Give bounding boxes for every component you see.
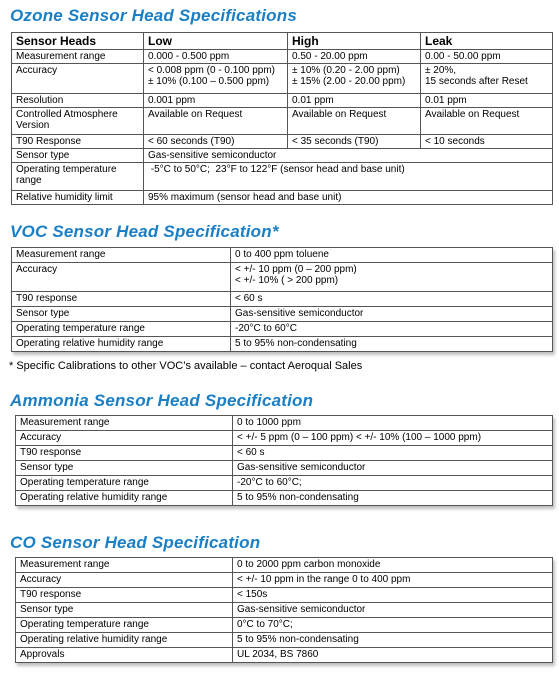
co-title: CO Sensor Head Specification [10,533,261,552]
cell-line: ± 15% (2.00 - 20.00 ppm) [292,76,406,87]
table-row [16,416,553,431]
table-row [16,461,553,476]
row-label: Measurement range [16,416,233,431]
row-label: T90 Response [12,135,144,149]
cell-value: 95% maximum (sensor head and base unit) [144,191,553,205]
cell-value: 5 to 95% non-condensating [233,633,553,648]
cell-line: Version [16,120,50,131]
cell-high: < 35 seconds (T90) [288,135,421,149]
cell-low: 0.000 - 0.500 ppm [144,50,288,64]
row-label: Accuracy [16,431,233,446]
row-label: T90 response [16,588,233,603]
ozone-title: Ozone Sensor Head Specifications [10,6,297,25]
cell-value: < +/- 5 ppm (0 – 100 ppm) < +/- 10% (100 – 1000 ppm) [233,431,553,446]
table-row [16,588,553,603]
header-low: Low [144,33,288,50]
cell-high: Available on Request [288,108,421,135]
cell-low: 0.001 ppm [144,94,288,108]
table-row [12,191,553,205]
cell-value: UL 2034, BS 7860 [233,648,553,663]
row-label: Measurement range [12,50,144,64]
cell-leak: Available on Request [421,108,553,135]
cell-line: ± 10% (0.20 - 2.00 ppm) [292,65,400,76]
row-label: Measurement range [12,248,231,263]
table-row [12,64,553,94]
voc-footnote: * Specific Calibrations to other VOC’s available – contact Aeroqual Sales [9,360,363,372]
cell-line: < +/- 10 ppm (0 – 200 ppm) [235,264,357,275]
cell-value: Gas-sensitive semiconductor [231,307,553,322]
row-label: Operating temperature range [12,322,231,337]
table-row [16,633,553,648]
row-label: Measurement range [16,558,233,573]
row-label: Operating relative humidity range [16,633,233,648]
table-row [12,263,553,292]
row-label: Accuracy [12,263,231,292]
cell-value [231,263,553,292]
cell-leak [421,64,553,94]
cell-value: 5 to 95% non-condensating [231,337,553,352]
row-label: T90 response [16,446,233,461]
cell-value: 0 to 400 ppm toluene [231,248,553,263]
cell-low [144,64,288,94]
header-sensor-heads: Sensor Heads [12,33,144,50]
row-label: Operating relative humidity range [12,337,231,352]
cell-value: 0 to 1000 ppm [233,416,553,431]
row-label: Sensor type [16,461,233,476]
ammonia-title: Ammonia Sensor Head Specification [10,391,314,410]
cell-high [288,64,421,94]
table-row [16,431,553,446]
cell-high: 0.01 ppm [288,94,421,108]
table-row [12,337,553,352]
row-label: T90 response [12,292,231,307]
cell-line: Operating temperature [16,164,117,175]
cell-leak: < 10 seconds [421,135,553,149]
table-row [16,648,553,663]
cell-leak: 0.01 ppm [421,94,553,108]
table-row [12,108,553,135]
cell-value: 0°C to 70°C; [233,618,553,633]
cell-line: ± 20%, [425,65,457,76]
table-row [12,322,553,337]
table-row [12,135,553,149]
cell-line: range [16,175,42,186]
cell-line: < 0.008 ppm (0 - 0.100 ppm) [148,65,276,76]
row-label: Accuracy [16,573,233,588]
row-label: Sensor type [12,307,231,322]
table-row [16,558,553,573]
cell-line: 15 seconds after Reset [425,76,528,87]
row-label: Operating temperature range [16,618,233,633]
table-row [12,149,553,163]
header-leak: Leak [421,33,553,50]
row-label: Operating relative humidity range [16,491,233,506]
cell-value: -20°C to 60°C; [233,476,553,491]
cell-line: Controlled Atmosphere [16,109,118,120]
co-spec-table [15,557,553,663]
row-label: Approvals [16,648,233,663]
row-label: Relative humidity limit [12,191,144,205]
ozone-spec-table [11,32,553,205]
table-row [12,292,553,307]
cell-value: 5 to 95% non-condensating [233,491,553,506]
row-label: Sensor type [16,603,233,618]
cell-value: -20°C to 60°C [231,322,553,337]
table-row [16,476,553,491]
cell-value: < 150s [233,588,553,603]
ammonia-spec-table [15,415,553,506]
table-row [12,248,553,263]
row-label: Sensor type [12,149,144,163]
table-row [16,446,553,461]
header-high: High [288,33,421,50]
cell-high: 0.50 - 20.00 ppm [288,50,421,64]
table-row [12,94,553,108]
cell-low: < 60 seconds (T90) [144,135,288,149]
cell-value: Gas-sensitive semiconductor [144,149,553,163]
table-header-row [12,33,553,50]
cell-value: < 60 s [231,292,553,307]
table-row [16,618,553,633]
voc-spec-table [11,247,553,352]
cell-leak: 0.00 - 50.00 ppm [421,50,553,64]
cell-low: Available on Request [144,108,288,135]
table-row [16,603,553,618]
cell-value: Gas-sensitive semiconductor [233,603,553,618]
cell-value: < +/- 10 ppm in the range 0 to 400 ppm [233,573,553,588]
cell-value: -5°C to 50°C; 23°F to 122°F (sensor head and base unit) [144,163,553,191]
cell-value: < 60 s [233,446,553,461]
table-row [16,491,553,506]
table-row [16,573,553,588]
cell-line: < +/- 10% ( > 200 ppm) [235,275,339,286]
row-label [12,163,144,191]
table-row [12,50,553,64]
cell-line: ± 10% (0.100 – 0.500 ppm) [148,76,270,87]
row-label: Operating temperature range [16,476,233,491]
cell-value: 0 to 2000 ppm carbon monoxide [233,558,553,573]
cell-value: Gas-sensitive semiconductor [233,461,553,476]
row-label: Accuracy [12,64,144,94]
table-row [12,163,553,191]
voc-title: VOC Sensor Head Specification* [10,222,279,241]
table-row [12,307,553,322]
row-label: Resolution [12,94,144,108]
row-label [12,108,144,135]
